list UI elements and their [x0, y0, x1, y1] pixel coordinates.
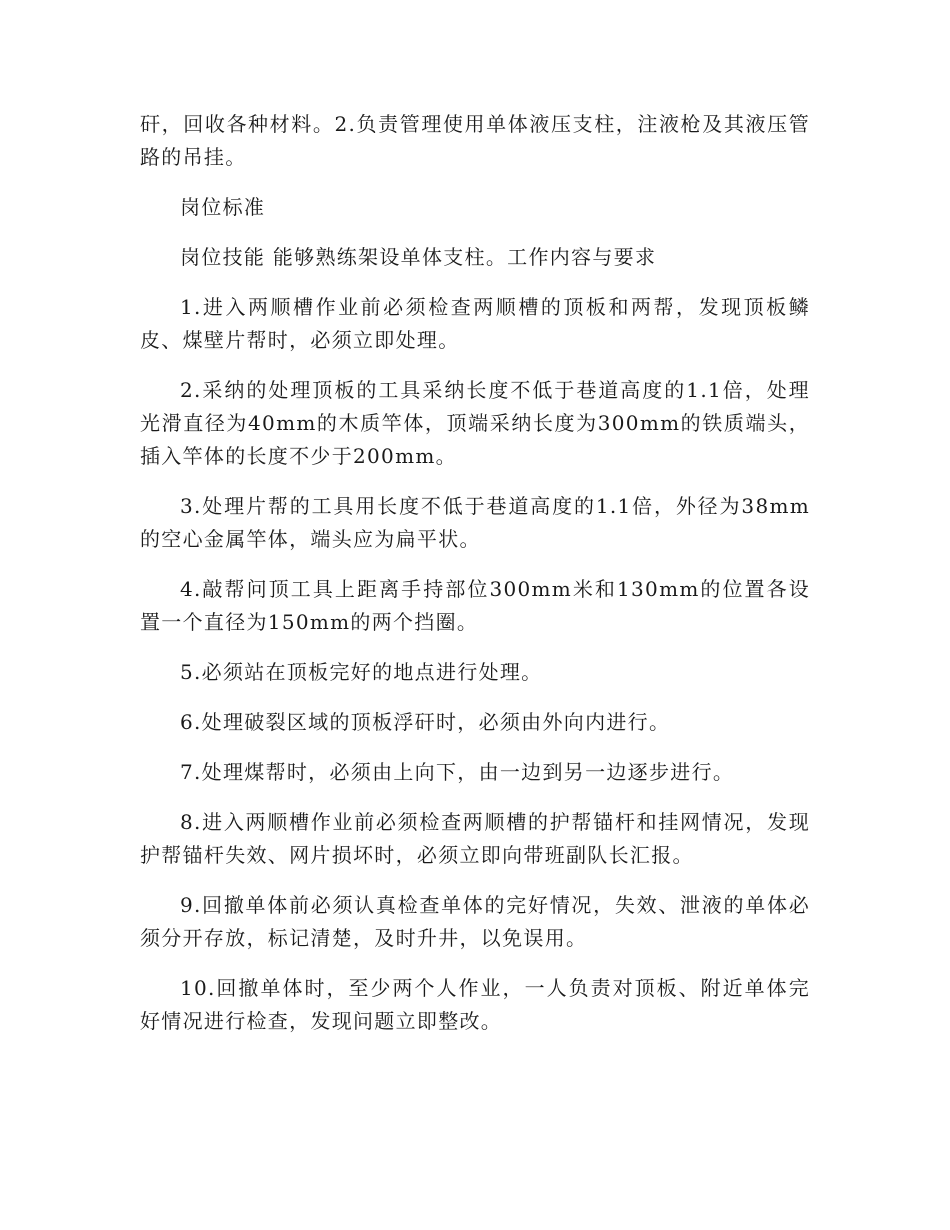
list-item-3: 3.处理片帮的工具用长度不低于巷道高度的1.1倍，外径为38mm的空心金属竿体，端头应为扁平状。	[140, 494, 810, 551]
paragraph-continuation: 矸，回收各种材料。2.负责管理使用单体液压支柱，注液枪及其液压管路的吊挂。	[140, 112, 810, 169]
section-heading-post-standard: 岗位标准	[180, 195, 266, 219]
list-item-5: 5.必须站在顶板完好的地点进行处理。	[180, 660, 543, 684]
list-item-9: 9.回撤单体前必须认真检查单体的完好情况，失效、泄液的单体必须分开存放，标记清楚，及时升井，以免误用。	[140, 893, 810, 950]
section-heading-post-skills: 岗位技能 能够熟练架设单体支柱。工作内容与要求	[180, 245, 657, 269]
list-item-7: 7.处理煤帮时，必须由上向下，由一边到另一边逐步进行。	[180, 760, 735, 784]
list-item-1: 1.进入两顺槽作业前必须检查两顺槽的顶板和两帮，发现顶板鳞皮、煤壁片帮时，必须立即处理。	[140, 295, 810, 352]
list-item-8: 8.进入两顺槽作业前必须检查两顺槽的护帮锚杆和挂网情况，发现护帮锚杆失效、网片损坏时，必须立即向带班副队长汇报。	[140, 810, 810, 867]
list-item-2: 2.采纳的处理顶板的工具采纳长度不低于巷道高度的1.1倍，处理光滑直径为40mm的木质竿体，顶端采纳长度为300mm的铁质端头，插入竿体的长度不少于200mm。	[140, 378, 810, 468]
list-item-6: 6.处理破裂区域的顶板浮矸时，必须由外向内进行。	[180, 710, 671, 734]
list-item-10: 10.回撤单体时，至少两个人作业，一人负责对顶板、附近单体完好情况进行检查，发现问题立即整改。	[140, 976, 810, 1033]
list-item-4: 4.敲帮问顶工具上距离手持部位300mm米和130mm的位置各设置一个直径为150mm的两个挡圈。	[140, 577, 810, 634]
